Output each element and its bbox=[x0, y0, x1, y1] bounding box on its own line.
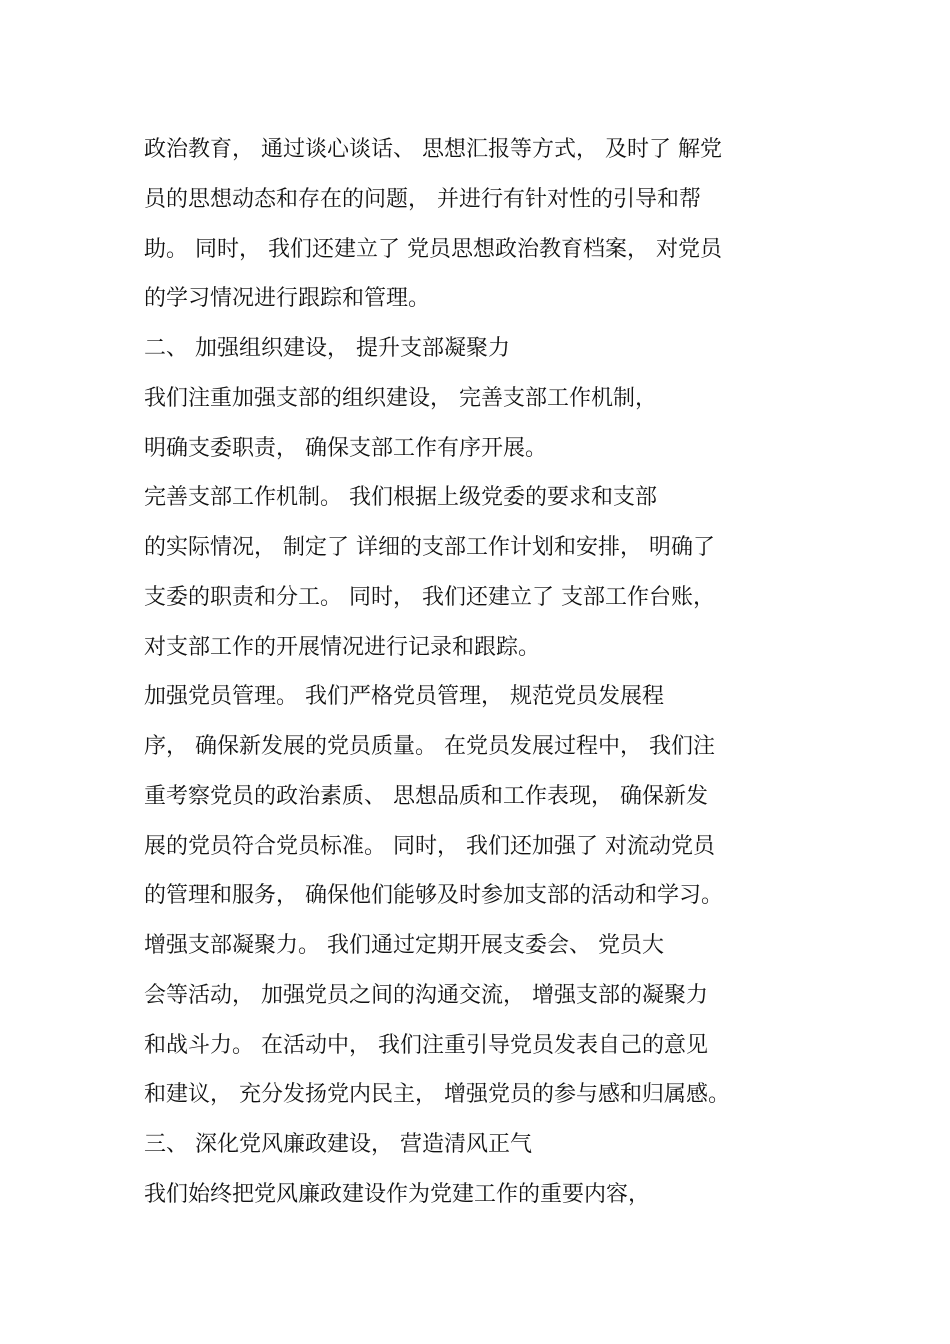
text-line: 的实际情况， 制定了 详细的支部工作计划和安排， 明确了 bbox=[144, 535, 715, 560]
section-heading: 三、 深化党风廉政建设， 营造清风正气 bbox=[144, 1132, 532, 1157]
text-line: 增强支部凝聚力。 我们通过定期开展支委会、 党员大 bbox=[144, 933, 664, 958]
text-line: 员的思想动态和存在的问题， 并进行有针对性的引导和帮 bbox=[144, 186, 701, 212]
text-line: 完善支部工作机制。 我们根据上级党委的要求和支部 bbox=[144, 485, 657, 511]
text-line: 重考察党员的政治素质、 思想品质和工作表现， 确保新发 bbox=[144, 783, 708, 809]
text-line: 政治教育， 通过谈心谈话、 思想汇报等方式， 及时了 解党 bbox=[144, 137, 722, 162]
text-line: 支委的职责和分工。 同时， 我们还建立了 支部工作台账， bbox=[144, 584, 715, 610]
document-body bbox=[144, 125, 804, 1220]
text-line: 我们始终把党风廉政建设作为党建工作的重要内容， bbox=[144, 1181, 651, 1207]
text-line: 会等活动， 加强党员之间的沟通交流， 增强支部的凝聚力 bbox=[144, 982, 708, 1008]
text-line: 对支部工作的开展情况进行记录和跟踪。 bbox=[144, 634, 541, 660]
section-heading: 二、 加强组织建设， 提升支部凝聚力 bbox=[144, 336, 510, 361]
text-line: 明确支委职责， 确保支部工作有序开展。 bbox=[144, 435, 547, 461]
text-line: 序， 确保新发展的党员质量。 在党员发展过程中， 我们注 bbox=[144, 734, 715, 759]
text-line: 的管理和服务， 确保他们能够及时参加支部的活动和学习。 bbox=[144, 883, 723, 909]
text-line: 我们注重加强支部的组织建设， 完善支部工作机制， bbox=[144, 385, 657, 411]
text-line: 展的党员符合党员标准。 同时， 我们还加强了 对流动党员 bbox=[144, 833, 715, 859]
text-line: 助。 同时， 我们还建立了 党员思想政治教育档案， 对党员 bbox=[144, 236, 722, 262]
text-line: 和建议， 充分发扬党内民主， 增强党员的参与感和归属感。 bbox=[144, 1082, 730, 1108]
text-line: 和战斗力。 在活动中， 我们注重引导党员发表自己的意见 bbox=[144, 1032, 708, 1058]
text-line: 加强党员管理。 我们严格党员管理， 规范党员发展程 bbox=[144, 684, 664, 710]
text-line: 的学习情况进行跟踪和管理。 bbox=[144, 286, 431, 312]
